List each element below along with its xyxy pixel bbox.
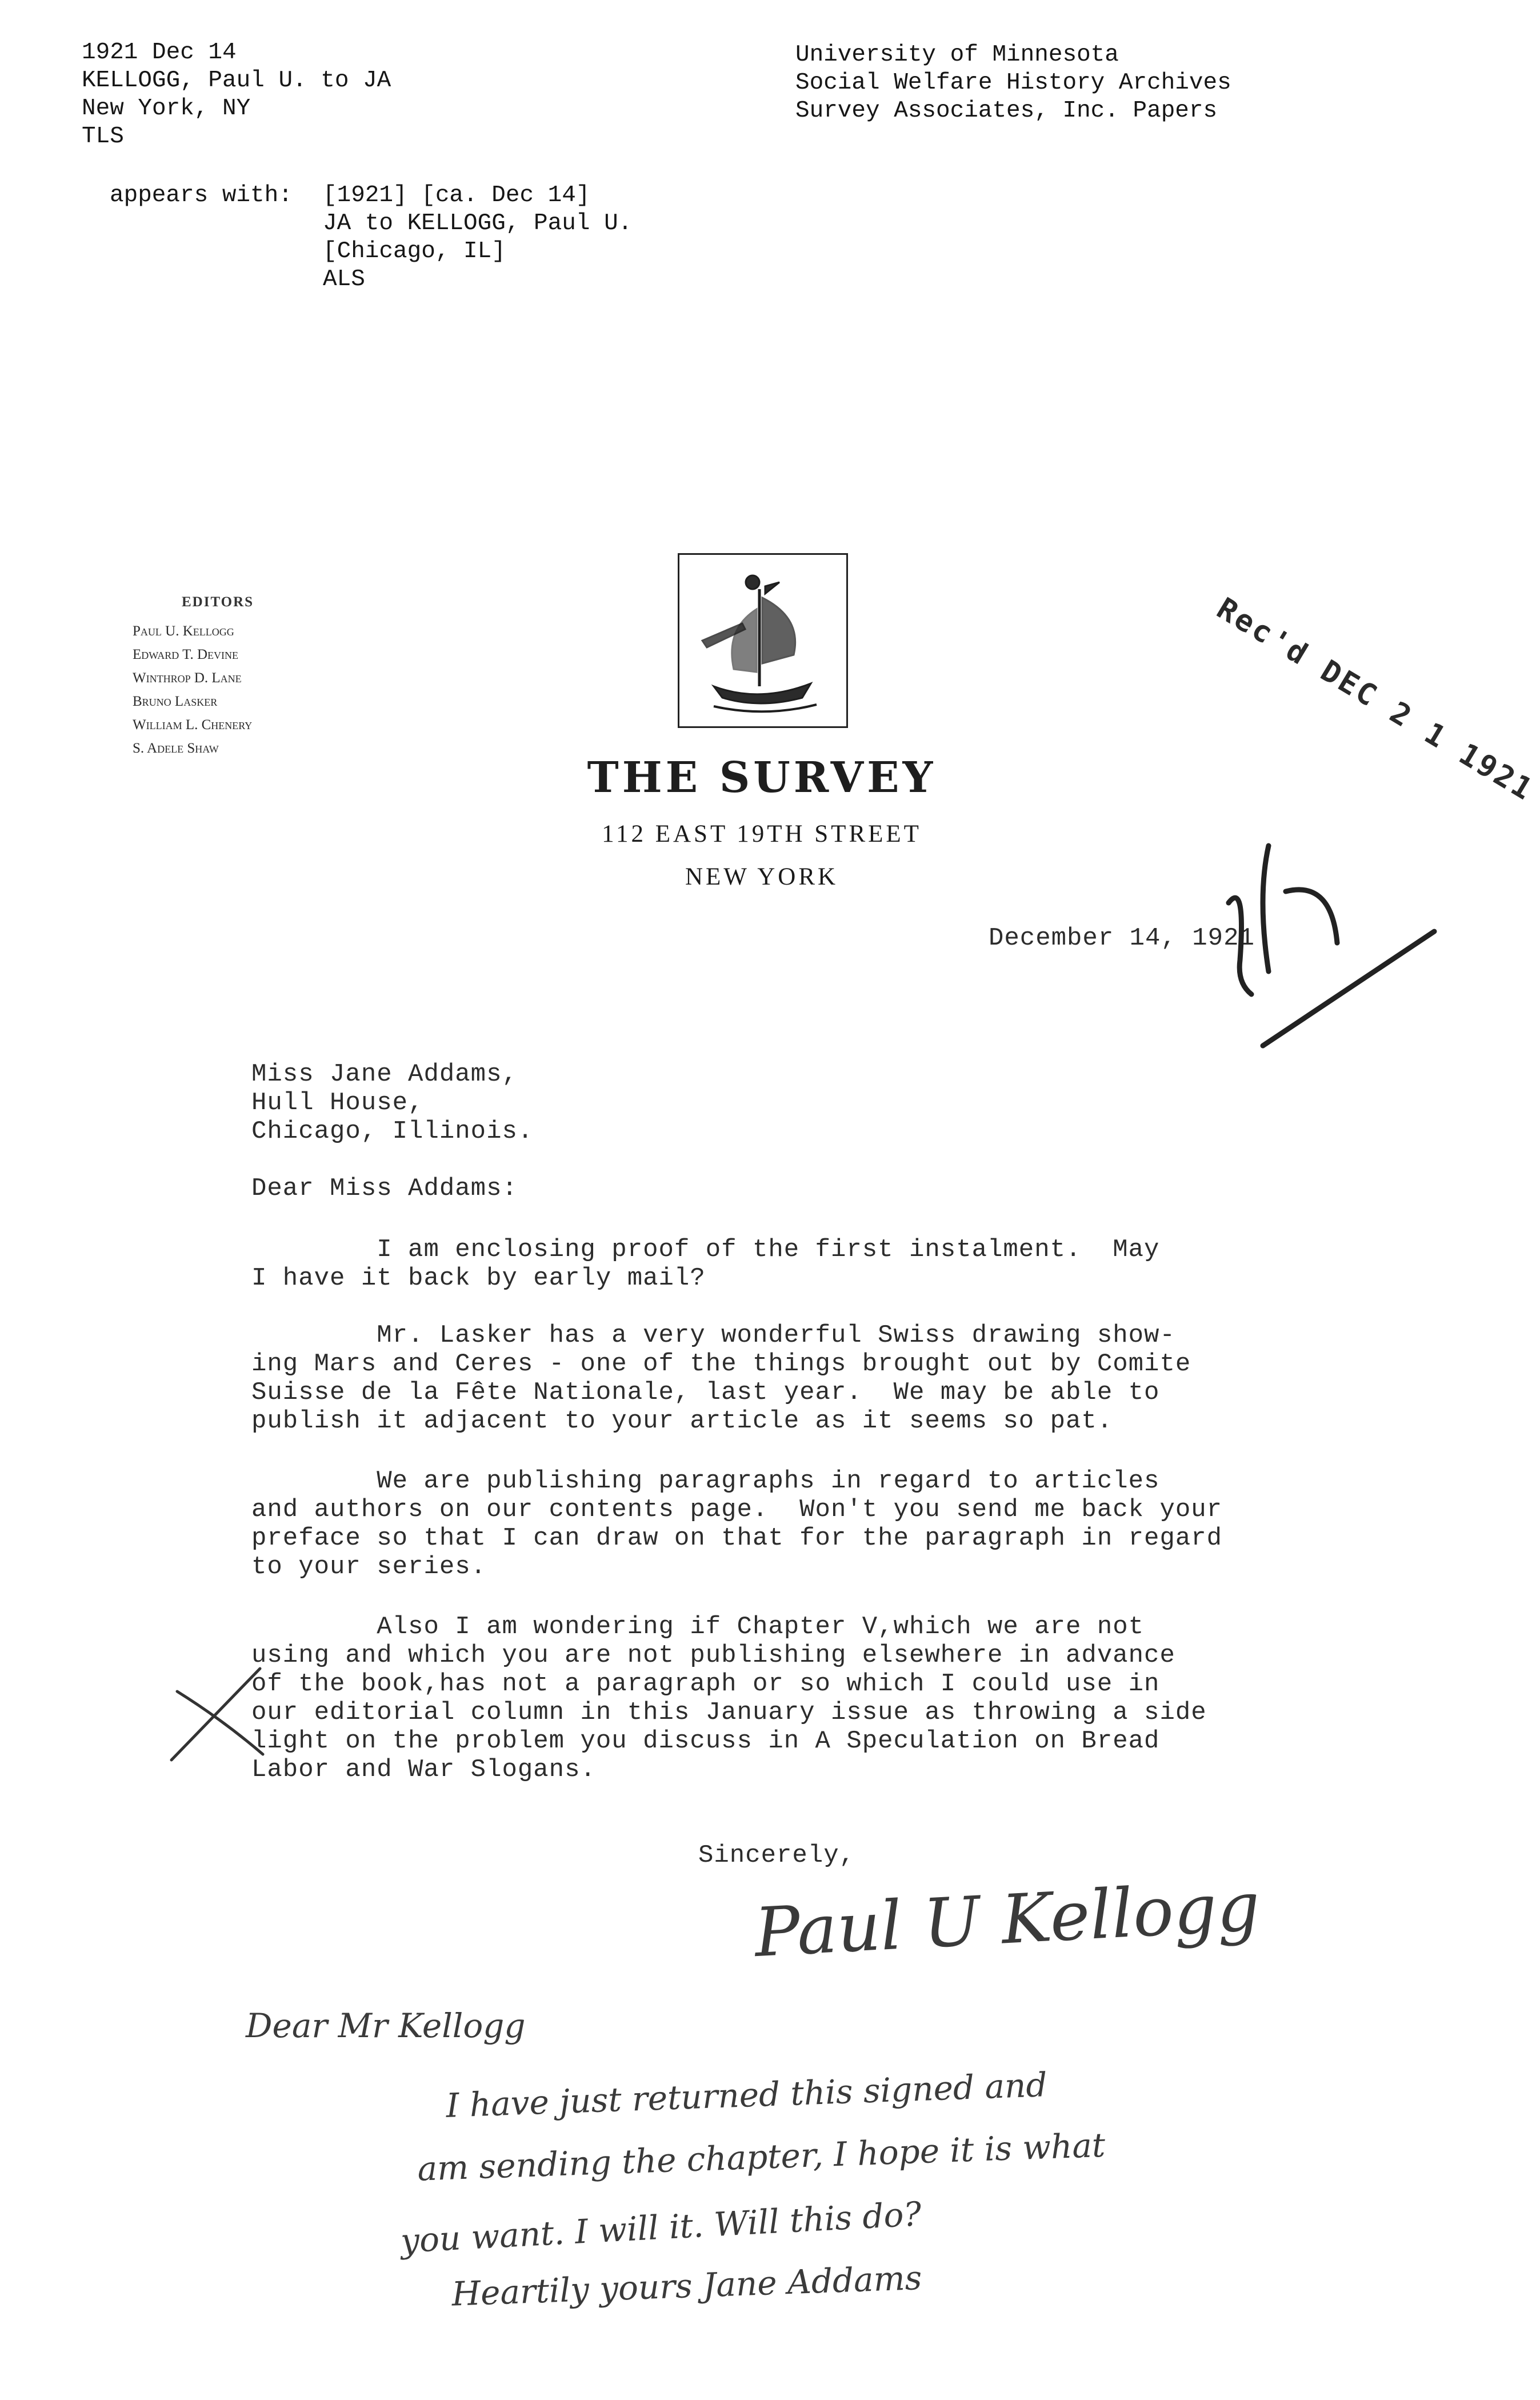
received-date-stamp: Rec'd DEC 2 1 1921	[1211, 591, 1540, 808]
closing: Sincerely,	[698, 1841, 855, 1870]
repository-block	[795, 41, 1231, 125]
citation-date: 1921 Dec 14	[82, 39, 237, 66]
paragraph-line: I am enclosing proof of the first instalment. May	[251, 1235, 1160, 1264]
letter-paragraph	[251, 1235, 1159, 1293]
editors-heading: EDITORS	[182, 594, 254, 610]
signature: Paul U Kellogg	[752, 1866, 1262, 1973]
recipient-line: Miss Jane Addams,	[251, 1060, 518, 1089]
repository-line: University of Minnesota	[795, 42, 1119, 68]
citation-doc-type: TLS	[82, 123, 124, 150]
citation-correspondents: KELLOGG, Paul U. to JA	[82, 67, 391, 94]
appears-with-label: appears with:	[110, 182, 293, 209]
repository-line: Social Welfare History Archives	[795, 70, 1231, 96]
handwritten-line: I have just returned this signed and	[445, 2065, 1048, 2125]
paragraph-line: preface so that I can draw on that for the paragraph in regard	[251, 1524, 1223, 1553]
appears-with-block	[323, 182, 632, 294]
paragraph-line: I have it back by early mail?	[251, 1264, 706, 1293]
paragraph-line: Also I am wondering if Chapter V,which we are not	[251, 1613, 1145, 1641]
editor-name: Paul U. Kellogg	[133, 623, 234, 639]
paragraph-line: using and which you are not publishing elsewhere in advance	[251, 1641, 1175, 1670]
paragraph-line: publish it adjacent to your article as it seems so pat.	[251, 1407, 1113, 1435]
masthead-title: THE SURVEY	[587, 753, 937, 802]
letter-date: December 14, 1921	[989, 924, 1255, 953]
letterhead-address-city: NEW YORK	[685, 863, 839, 890]
handwritten-line: am sending the chapter, I hope it is what	[417, 2125, 1106, 2189]
margin-x-mark	[160, 1657, 274, 1771]
paragraph-line: We are publishing paragraphs in regard to articles	[251, 1467, 1160, 1495]
appears-with-line: [1921] [ca. Dec 14]	[323, 182, 590, 209]
editor-name: Edward T. Devine	[133, 647, 239, 662]
editor-name: S. Adele Shaw	[133, 741, 219, 756]
handwritten-line: Heartily yours Jane Addams	[451, 2258, 923, 2314]
paragraph-line: our editorial column in this January issue as throwing a side	[251, 1698, 1207, 1727]
paragraph-line: of the book,has not a paragraph or so which I could use in	[251, 1670, 1160, 1698]
citation-place: New York, NY	[82, 95, 251, 122]
handwritten-line: you want. I will it. Will this do?	[399, 2194, 923, 2261]
editors-list	[133, 619, 252, 760]
paragraph-line: and authors on our contents page. Won't you send me back your	[251, 1495, 1223, 1524]
paragraph-line: light on the problem you discuss in A Speculation on Bread	[251, 1727, 1160, 1755]
salutation: Dear Miss Addams:	[251, 1174, 518, 1203]
handwritten-line: Dear Mr Kellogg	[246, 2006, 526, 2045]
paragraph-line: Suisse de la Fête Nationale, last year. We may be able to	[251, 1378, 1160, 1407]
editor-name: William L. Chenery	[133, 717, 253, 733]
ink-check-mark	[1206, 811, 1446, 1051]
recipient-line: Hull House,	[251, 1089, 424, 1117]
paragraph-line: ing Mars and Ceres - one of the things brought out by Comite	[251, 1350, 1191, 1378]
editor-name: Winthrop D. Lane	[133, 670, 242, 686]
letter-paragraph	[251, 1613, 1207, 1784]
appears-with-line: JA to KELLOGG, Paul U.	[323, 210, 633, 237]
letter-paragraph	[251, 1321, 1191, 1435]
editor-name: Bruno Lasker	[133, 694, 218, 709]
appears-with-line: ALS	[323, 266, 365, 293]
archive-citation	[82, 39, 391, 151]
paragraph-line: to your series.	[251, 1553, 487, 1581]
recipient-address	[251, 1060, 533, 1146]
paragraph-line: Labor and War Slogans.	[251, 1755, 596, 1784]
letterhead-address-street: 112 EAST 19TH STREET	[602, 821, 922, 847]
ship-logo-icon	[678, 553, 848, 728]
recipient-line: Chicago, Illinois.	[251, 1117, 534, 1146]
appears-with-line: [Chicago, IL]	[323, 238, 506, 265]
letter-paragraph	[251, 1467, 1222, 1581]
paragraph-line: Mr. Lasker has a very wonderful Swiss drawing show-	[251, 1321, 1175, 1350]
handwritten-reply	[246, 1994, 1423, 2314]
repository-line: Survey Associates, Inc. Papers	[795, 98, 1218, 124]
